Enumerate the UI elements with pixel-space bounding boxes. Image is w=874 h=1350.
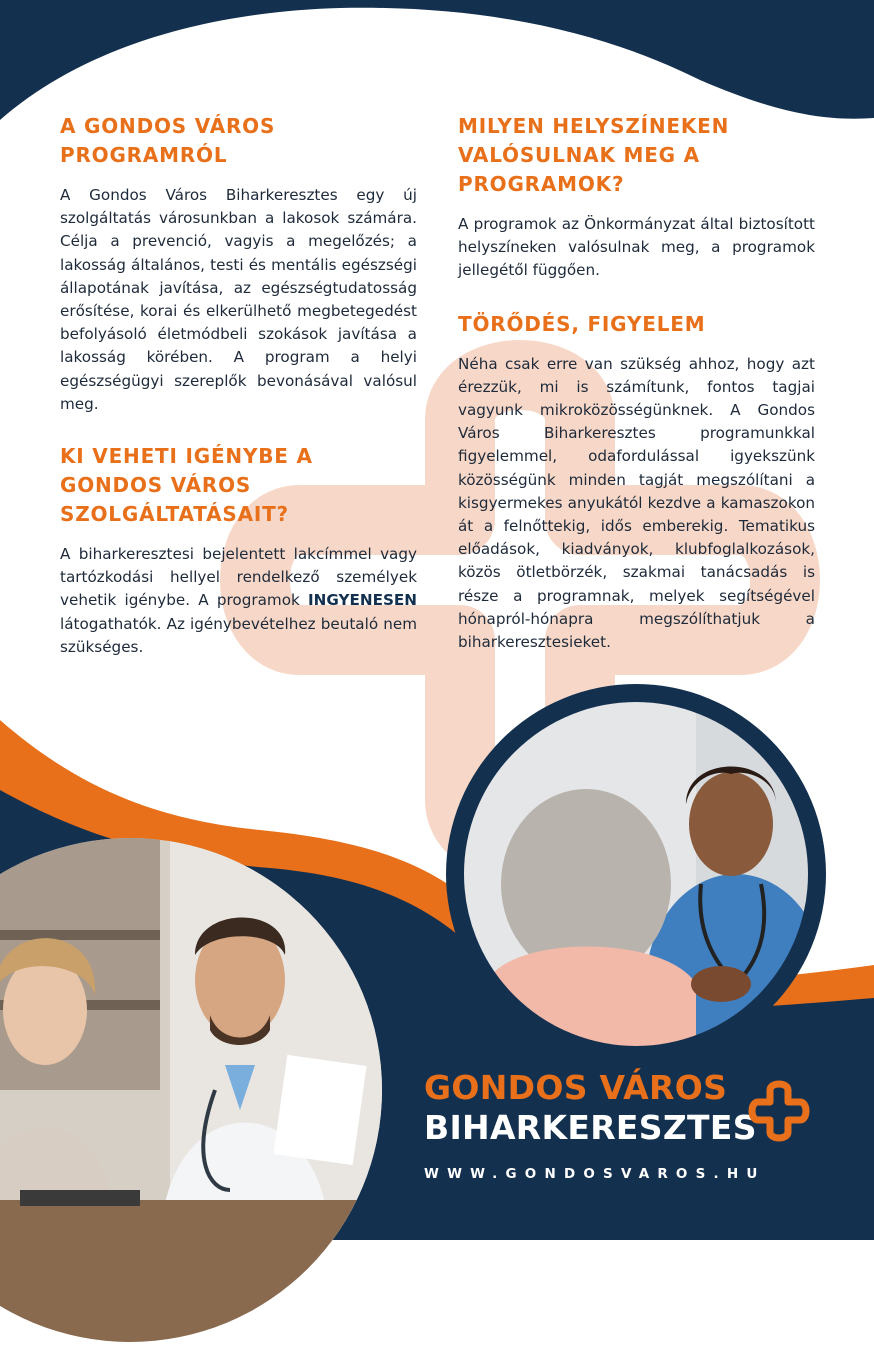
eligibility-text-start: A biharkeresztesi bejelentett lakcímmel vagy tartózkodási hellyel rendelkező személyek vehetik igénybe. A programok [60, 545, 417, 610]
free-highlight: INGYENESEN [308, 591, 417, 610]
top-navy-wave [0, 0, 874, 120]
eligibility-text-end: látogathatók. Az igénybevételhez beutaló nem szükséges. [60, 614, 417, 656]
left-column [60, 112, 417, 659]
website-url[interactable]: WWW.GONDOSVAROS.HU [424, 1166, 766, 1182]
section-body-care: Néha csak erre van szükség ahhoz, hogy azt érezzük, mi is számítunk, fontos tagjai vagyunk mikroközösségünknek. A Gondos Város Biharkeresztes programunkkal figyelemmel, odafordulással igyekszünk közösségünk minden tagját megszólítani a kisgyermekes anyukától kezdve a kamaszokon át a felnőttekig, idős emberekig. Tematikus előadások, kiadványok, klubfoglalkozások, közös ötletbörzék, szakmai tanácsadás is része a programnak, melyek segítségével hónapról-hónapra megszólíthatjuk a biharkeresztesieket. [458, 354, 815, 652]
brand-name-line1: GONDOS VÁROS [424, 1068, 728, 1107]
section-body-about: A Gondos Város Biharkeresztes egy új szolgáltatás városunkban a lakosok számára. Célja a prevenció, vagyis a megelőzés; a lakosság általános, testi és mentális egészségi állapotának javítása, az egészségtudatosság erősítése, korai és elkerülhető megbetegedést befolyásoló életmódbeli szokások javítása a lakosság körében. A program a helyi egészségügyi szereplők bevonásával valósul meg. [60, 186, 417, 413]
photo-nurse-patient [446, 684, 826, 1064]
section-heading-about: A GONDOS VÁROS PROGRAMRÓL [60, 114, 276, 167]
brand-logo [424, 1068, 824, 1148]
section-body-eligibility [60, 543, 417, 659]
section-heading-care: TÖRŐDÉS, FIGYELEM [458, 311, 706, 336]
section-heading-locations: MILYEN HELYSZÍNEKEN VALÓSULNAK MEG A PROGRAMOK? [458, 114, 730, 196]
section-body-locations: A programok az Önkormányzat által biztosított helyszíneken valósulnak meg, a programok jellegétől függően. [458, 215, 815, 280]
section-heading-eligibility: KI VEHETI IGÉNYBE A GONDOS VÁROS SZOLGÁLTATÁSAIT? [60, 444, 313, 527]
photo-doctor-consultation [0, 830, 390, 1350]
right-column [458, 112, 815, 654]
brand-name-line2: BIHARKERESZTES [424, 1108, 757, 1147]
plus-cross-icon [744, 1076, 814, 1146]
